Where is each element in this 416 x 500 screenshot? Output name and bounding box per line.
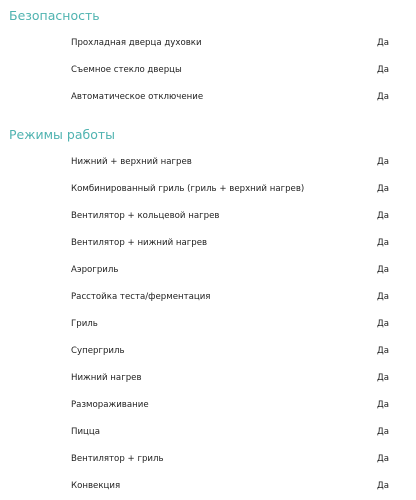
spec-value: Да — [377, 346, 389, 356]
spec-label: Прохладная дверца духовки — [71, 38, 202, 48]
spec-value: Да — [377, 427, 389, 437]
spec-row — [0, 149, 416, 176]
spec-list-safety — [0, 30, 416, 111]
spec-list-modes — [0, 149, 416, 500]
spec-label: Гриль — [71, 319, 98, 329]
spec-value: Да — [377, 38, 389, 48]
spec-value: Да — [377, 65, 389, 75]
spec-label: Размораживание — [71, 400, 149, 410]
spec-row — [0, 419, 416, 446]
spec-value: Да — [377, 265, 389, 275]
spec-row — [0, 257, 416, 284]
spec-label: Конвекция — [71, 481, 121, 491]
spec-label: Автоматическое отключение — [71, 92, 204, 102]
spec-value: Да — [377, 238, 389, 248]
spec-row — [0, 176, 416, 203]
spec-label: Пицца — [71, 427, 101, 437]
section-title-safety: Безопасность — [9, 8, 100, 23]
spec-label: Нижний нагрев — [71, 373, 142, 383]
spec-label: Аэрогриль — [71, 265, 119, 275]
spec-value: Да — [377, 400, 389, 410]
spec-label: Комбинированный гриль (гриль + верхний нагрев) — [71, 184, 305, 194]
spec-row — [0, 392, 416, 419]
spec-label: Вентилятор + кольцевой нагрев — [71, 211, 220, 221]
spec-row — [0, 203, 416, 230]
spec-value: Да — [377, 319, 389, 329]
spec-value: Да — [377, 184, 389, 194]
spec-value: Да — [377, 211, 389, 221]
spec-row — [0, 365, 416, 392]
spec-label: Вентилятор + нижний нагрев — [71, 238, 208, 248]
spec-value: Да — [377, 481, 389, 491]
spec-value: Да — [377, 92, 389, 102]
spec-value: Да — [377, 454, 389, 464]
spec-row — [0, 84, 416, 111]
spec-label: Расстойка теста/ферментация — [71, 292, 211, 302]
spec-row — [0, 284, 416, 311]
spec-row — [0, 230, 416, 257]
spec-value: Да — [377, 157, 389, 167]
spec-row — [0, 473, 416, 500]
spec-row — [0, 311, 416, 338]
spec-label: Вентилятор + гриль — [71, 454, 164, 464]
spec-value: Да — [377, 292, 389, 302]
spec-label: Съемное стекло дверцы — [71, 65, 182, 75]
spec-row — [0, 57, 416, 84]
spec-label: Супергриль — [71, 346, 125, 356]
section-title-modes: Режимы работы — [9, 127, 115, 142]
spec-row — [0, 446, 416, 473]
spec-value: Да — [377, 373, 389, 383]
spec-row — [0, 30, 416, 57]
spec-label: Нижний + верхний нагрев — [71, 157, 192, 167]
spec-row — [0, 338, 416, 365]
